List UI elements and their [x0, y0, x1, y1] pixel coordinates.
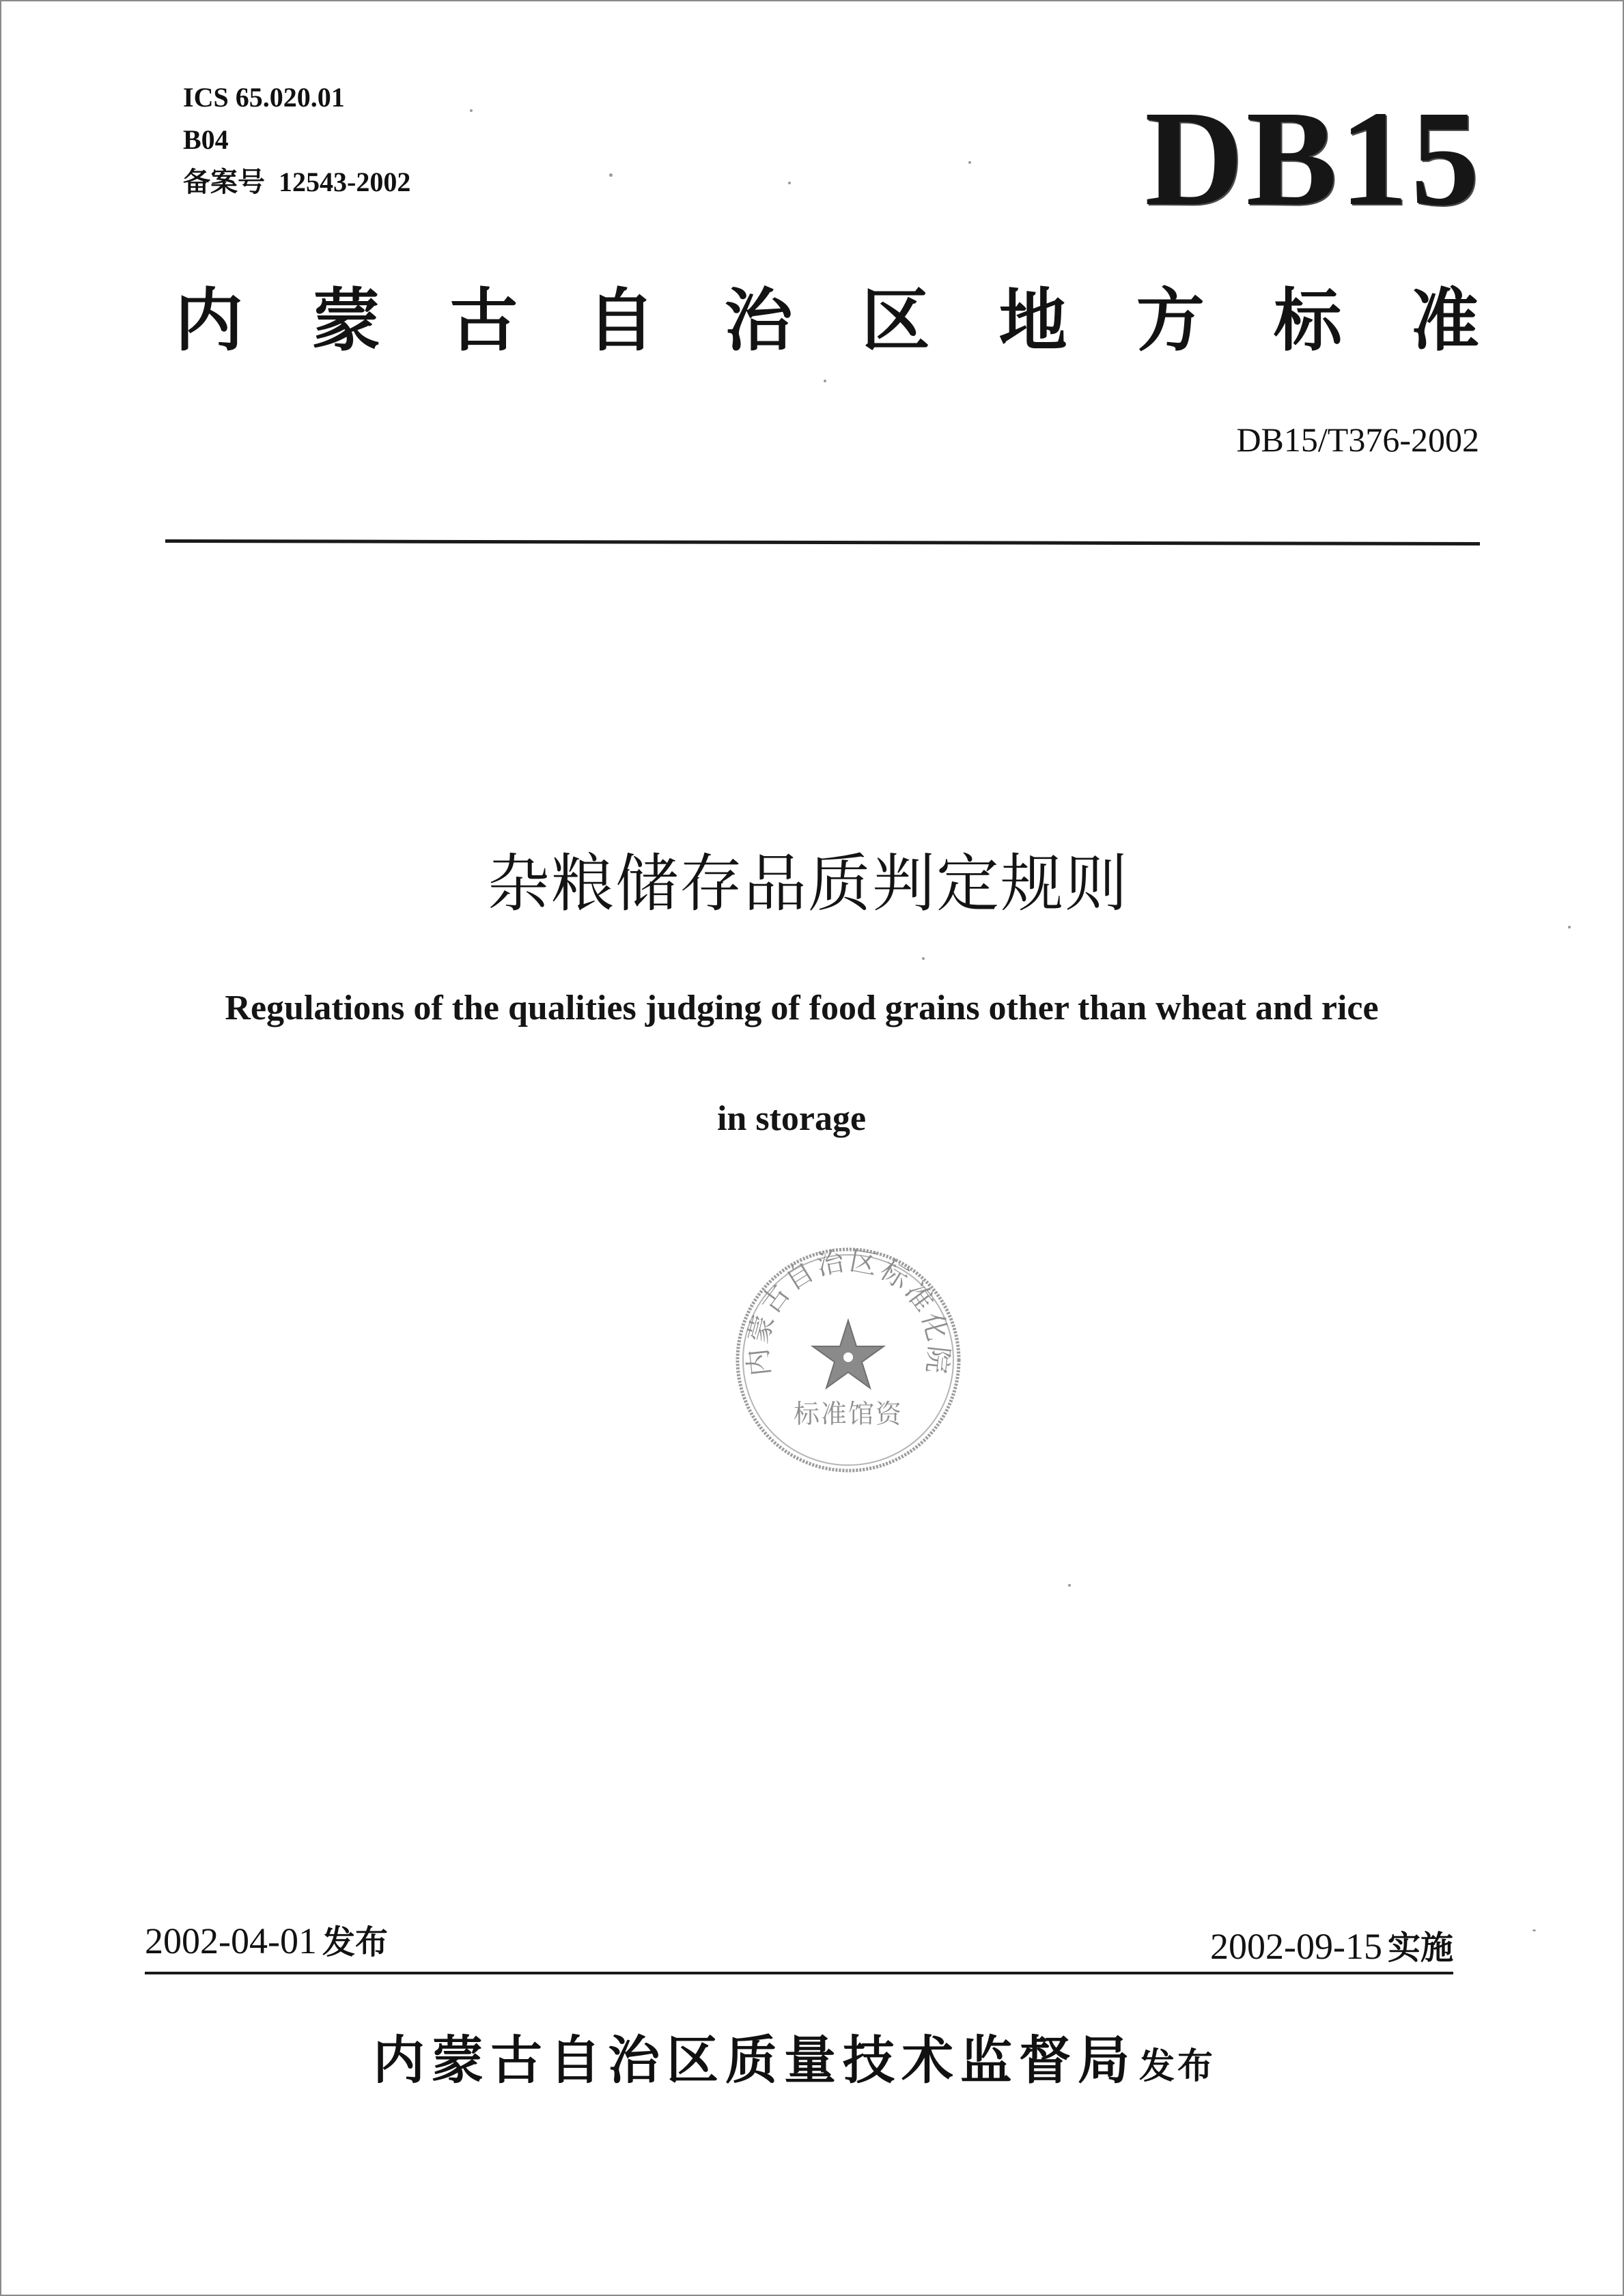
- title-chinese-row: [0, 847, 1624, 922]
- publisher-row: [0, 2026, 1624, 2095]
- standard-type-char: 方: [1136, 281, 1205, 360]
- publisher-block: [373, 2026, 1216, 2095]
- scan-speck: [788, 182, 791, 184]
- scan-speck: [1568, 926, 1571, 929]
- standard-number: DB15/T376-2002: [1236, 421, 1479, 459]
- ccs-code: B04: [183, 124, 229, 155]
- standard-type-char: 标: [1273, 281, 1342, 360]
- release-date-block: [145, 1917, 388, 1966]
- standard-type-char: 内: [175, 281, 243, 360]
- title-english-line2: in storage: [716, 1099, 867, 1138]
- implement-date-block: [1210, 1923, 1453, 1972]
- ics-code: ICS 65.020.01: [183, 82, 345, 113]
- standard-type-char: 区: [861, 281, 930, 360]
- date-row: [145, 1917, 1453, 1972]
- seal-bottom-text: 标准馆资: [793, 1399, 904, 1429]
- scan-speck: [968, 161, 971, 164]
- scan-speck: [470, 109, 473, 112]
- title-chinese: 杂粮储存品质判定规则: [486, 847, 1129, 920]
- standard-type-char: 蒙: [312, 281, 381, 360]
- record-line: [183, 161, 410, 203]
- standard-type-char: 准: [1410, 281, 1479, 360]
- record-number: 12543-2002: [279, 167, 411, 197]
- seal-ring-path: 内蒙古自治区标准化院: [742, 1245, 955, 1378]
- scan-speck: [609, 173, 613, 177]
- implement-date: 2002-09-15: [1210, 1926, 1382, 1967]
- scan-speck: [922, 957, 925, 960]
- publisher-name: 内蒙古自治区质量技术监督局: [372, 2030, 1136, 2091]
- seal-stamp: [732, 1244, 964, 1476]
- scan-speck: [824, 380, 826, 382]
- release-date: 2002-04-01: [145, 1921, 317, 1961]
- record-label: 备案号: [183, 167, 265, 197]
- standard-type-char: 地: [998, 281, 1067, 360]
- release-suffix: 发布: [322, 1923, 388, 1961]
- standard-type-char: 自: [587, 281, 656, 360]
- implement-suffix: 实施: [1387, 1929, 1453, 1967]
- title-english-line1: Regulations of the qualities judging of food grains other than wheat and rice: [225, 989, 1379, 1027]
- footer-divider: [145, 1972, 1453, 1974]
- scan-speck: [1532, 1929, 1536, 1931]
- publisher-suffix: 发布: [1138, 2046, 1216, 2087]
- header-meta: [183, 76, 410, 203]
- scan-speck: [1068, 1584, 1071, 1587]
- standard-type-heading: [175, 280, 1479, 362]
- standard-logo: DB15: [1145, 83, 1482, 234]
- standard-type-char: 治: [724, 281, 793, 360]
- standard-type-char: 古: [449, 281, 518, 360]
- header-divider: [165, 539, 1480, 545]
